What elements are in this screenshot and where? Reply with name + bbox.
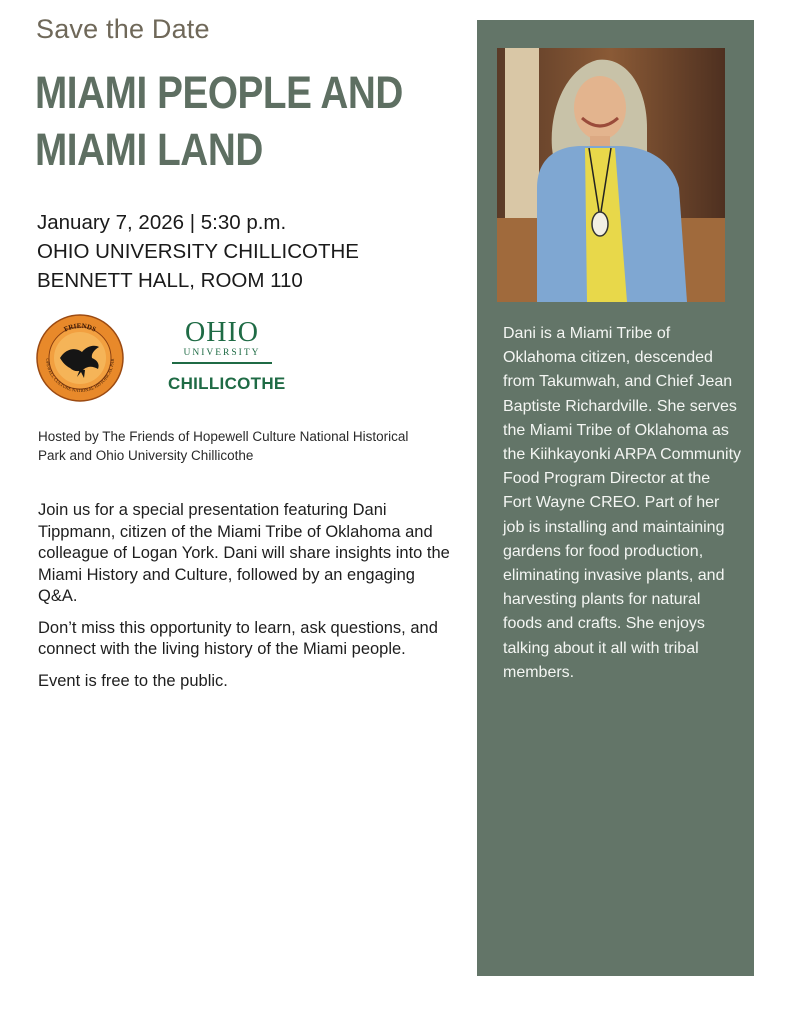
doorway-background: [505, 48, 539, 218]
event-title: [35, 64, 403, 178]
event-title-line-2: MIAMI LAND: [35, 124, 263, 175]
seal-ring-text: OPEWELL CULTURE NATIONAL HISTORICAL PAR: [44, 358, 116, 394]
face: [574, 76, 626, 140]
event-room: BENNETT HALL, ROOM 110: [37, 269, 303, 292]
ou-university-label: UNIVERSITY: [183, 348, 261, 358]
event-description: [38, 500, 453, 702]
speaker-bio: Dani is a Miami Tribe of Oklahoma citizen, descended from Takumwah, and Chief Jean Baptiste Richardville. She serves the Miami Tribe of Oklahoma as the Kiihkayonki ARPA Community Food Program Director at the Fort Wayne CREO. Part of her job is installing and maintaining gardens for food production, eliminating invasive plants, and harvesting plants for natural foods and crafts. She enjoys talking about it all with tribal members.: [503, 325, 742, 681]
ou-wordmark: OHIO: [185, 317, 259, 348]
hosted-by-text: Hosted by The Friends of Hopewell Culture National Historical Park and Ohio University Chillicothe: [38, 429, 409, 463]
event-venue: OHIO UNIVERSITY CHILLICOTHE: [37, 240, 359, 263]
speaker-sidebar: [477, 20, 754, 976]
event-title-line-1: MIAMI PEOPLE AND: [35, 67, 403, 118]
friends-hopewell-seal-logo: [36, 314, 124, 402]
pendant-icon: [592, 212, 608, 236]
description-paragraph-1: Join us for a special presentation featuring Dani Tippmann, citizen of the Miami Tribe of Oklahoma and colleague of Logan York. Dani will share insights into the Miami History and Culture, followed by an engaging Q&A.: [38, 501, 450, 605]
speaker-photo: [497, 48, 725, 302]
description-paragraph-2: Don’t miss this opportunity to learn, ask questions, and connect with the living history of the Miami people.: [38, 618, 438, 658]
save-the-date-kicker: Save the Date: [36, 14, 210, 44]
ohio-university-chillicothe-logo: [168, 318, 304, 396]
event-date-time: January 7, 2026 | 5:30 p.m.: [37, 211, 287, 234]
event-details: [37, 208, 457, 295]
description-paragraph-3: Event is free to the public.: [38, 671, 228, 690]
ou-campus-label: CHILLICOTHE: [168, 374, 286, 393]
ou-rule-divider: [172, 362, 272, 364]
seal-top-text: FRIENDS: [62, 321, 98, 334]
